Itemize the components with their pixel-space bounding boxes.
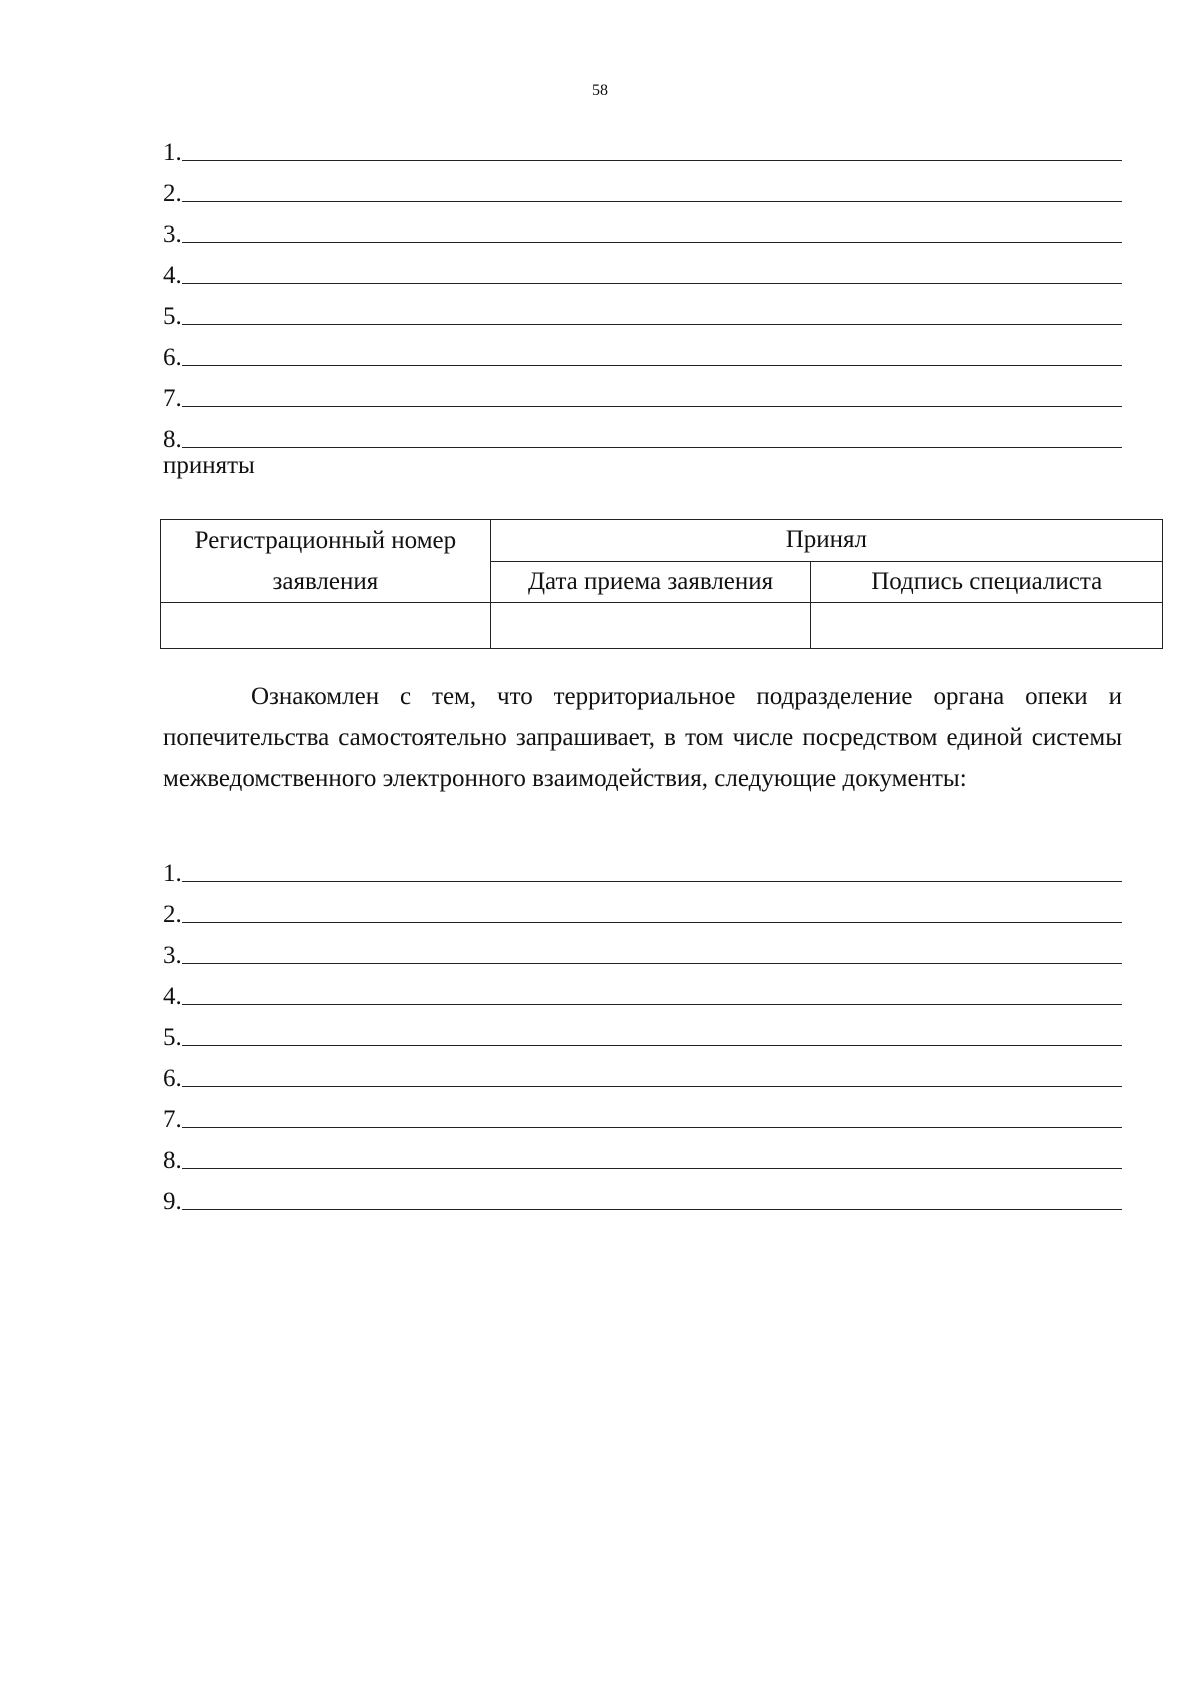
list-item-number: 7. <box>163 385 182 412</box>
list-item-number: 6. <box>163 344 182 371</box>
blank-line-item <box>163 1093 1122 1134</box>
fill-in-line <box>182 200 1122 202</box>
fill-in-line <box>182 1044 1122 1046</box>
blank-line-item <box>163 126 1122 167</box>
notice-paragraph: Ознакомлен с тем, что территориальное подразделение органа опеки и попечительства самостоятельно запрашивает, в том числе посредством единой системы межведомственного электронного взаимодействия, следующие документы: <box>163 683 1122 792</box>
fill-in-line <box>182 446 1122 448</box>
fill-in-line <box>182 1003 1122 1005</box>
accepted-header: Принял <box>490 520 1162 562</box>
blank-line-item <box>163 290 1122 331</box>
blank-line-item <box>163 249 1122 290</box>
submitted-documents-list <box>163 126 1122 454</box>
fill-in-line <box>182 1208 1122 1210</box>
list-item-number: 4. <box>163 262 182 289</box>
fill-in-line <box>182 1085 1122 1087</box>
date-header: Дата приема заявления <box>490 561 811 603</box>
blank-line-item <box>163 1175 1122 1216</box>
fill-in-line <box>182 921 1122 923</box>
blank-line-item <box>163 331 1122 372</box>
blank-line-item <box>163 888 1122 929</box>
requested-documents-list <box>163 847 1122 1216</box>
list-item-number: 5. <box>163 1024 182 1051</box>
fill-in-line <box>182 241 1122 243</box>
fill-in-line <box>182 962 1122 964</box>
list-item-number: 6. <box>163 1065 182 1092</box>
blank-line-item <box>163 970 1122 1011</box>
fill-in-line <box>182 323 1122 325</box>
list-item-number: 8. <box>163 426 182 453</box>
blank-line-item <box>163 208 1122 249</box>
reg-number-cell <box>161 603 491 649</box>
fill-in-line <box>182 880 1122 882</box>
reg-number-header: Регистрационный номер заявления <box>161 520 491 603</box>
list-item-number: 5. <box>163 303 182 330</box>
signature-header: Подпись специалиста <box>811 561 1163 603</box>
fill-in-line <box>182 282 1122 284</box>
list-item-number: 3. <box>163 221 182 248</box>
list-item-number: 1. <box>163 139 182 166</box>
signature-cell <box>811 603 1163 649</box>
list-item-number: 7. <box>163 1106 182 1133</box>
list-item-number: 2. <box>163 180 182 207</box>
fill-in-line <box>182 1167 1122 1169</box>
date-cell <box>490 603 811 649</box>
blank-line-item <box>163 929 1122 970</box>
page-number: 58 <box>592 82 608 99</box>
blank-line-item <box>163 847 1122 888</box>
list-item-number: 2. <box>163 901 182 928</box>
list-item-number: 4. <box>163 983 182 1010</box>
accepted-label: приняты <box>163 452 255 479</box>
blank-line-item <box>163 1011 1122 1052</box>
list-item-number: 3. <box>163 942 182 969</box>
registration-table <box>160 519 1163 649</box>
fill-in-line <box>182 364 1122 366</box>
fill-in-line <box>182 159 1122 161</box>
blank-line-item <box>163 167 1122 208</box>
fill-in-line <box>182 1126 1122 1128</box>
list-item-number: 8. <box>163 1147 182 1174</box>
blank-line-item <box>163 413 1122 454</box>
blank-line-item <box>163 372 1122 413</box>
blank-line-item <box>163 1134 1122 1175</box>
blank-line-item <box>163 1052 1122 1093</box>
list-item-number: 9. <box>163 1188 182 1215</box>
list-item-number: 1. <box>163 860 182 887</box>
fill-in-line <box>182 405 1122 407</box>
